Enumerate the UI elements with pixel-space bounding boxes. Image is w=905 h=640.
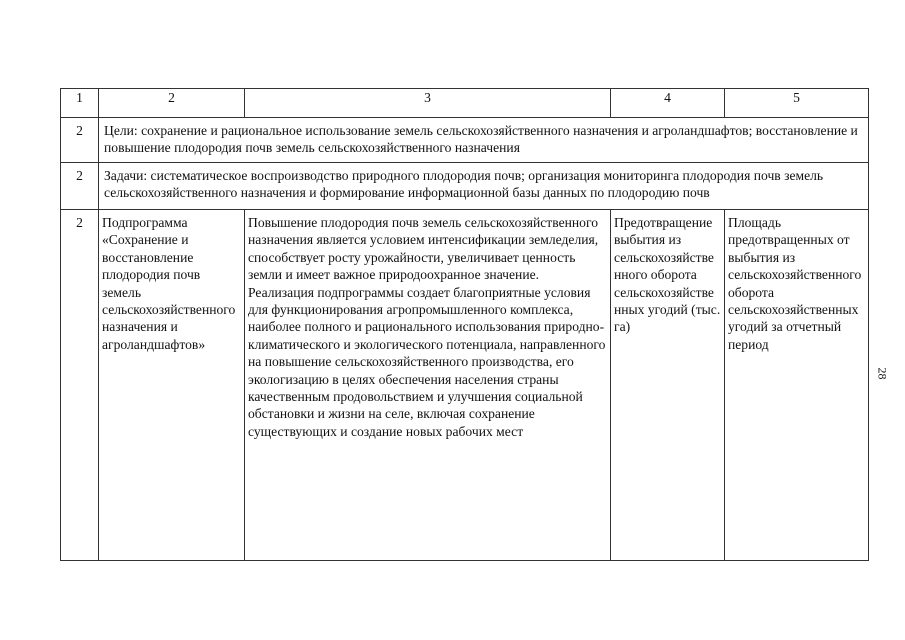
tasks-text: Задачи: систематическое воспроизводство природного плодородия почв; организация мониторинга плодородия почв земель сельскохозяйственного назначения и формирование информационной базы данных по плодородию почв xyxy=(99,163,869,210)
header-col-1: 1 xyxy=(61,89,99,118)
subprogram-indicator: Предотвращение выбытия из сельскохозяйственного оборота сельскохозяйственных угодий (тыс. га) xyxy=(611,210,725,561)
subprogram-row-number: 2 xyxy=(61,210,99,561)
header-col-2: 2 xyxy=(99,89,245,118)
tasks-row xyxy=(61,163,869,210)
header-col-3: 3 xyxy=(245,89,611,118)
subprogram-description: Повышение плодородия почв земель сельскохозяйственного назначения является условием интенсификации земледелия, способствует росту урожайности, увеличивает ценность земли и имеет важное природоохранное значение. Реализация подпрограммы создает благоприятные условия для функционирования агропромышленного комплекса, наиболее полного и рационального использования природно-климатического и экологического потенциала, направленного на повышение сельскохозяйственного производства, его экологизацию в целях обеспечения населения страны качественным продовольствием и улучшения социальной обстановки и жизни на селе, включая сохранение существующих и создание новых рабочих мест xyxy=(245,210,611,561)
header-col-5: 5 xyxy=(725,89,869,118)
tasks-row-number: 2 xyxy=(61,163,99,210)
header-col-4: 4 xyxy=(611,89,725,118)
header-row xyxy=(61,89,869,118)
subprogram-row xyxy=(61,210,869,561)
page-number: 28 xyxy=(875,367,890,380)
program-table xyxy=(60,88,869,561)
goals-row xyxy=(61,118,869,163)
subprogram-name: Подпрограмма «Сохранение и восстановление плодородия почв земель сельскохозяйственного назначения и агроландшафтов» xyxy=(99,210,245,561)
goals-row-number: 2 xyxy=(61,118,99,163)
goals-text: Цели: сохранение и рациональное использование земель сельскохозяйственного назначения и агроландшафтов; восстановление и повышение плодородия почв земель сельскохозяйственного назначения xyxy=(99,118,869,163)
subprogram-measure: Площадь предотвращенных от выбытия из сельскохозяйственного оборота сельскохозяйственных угодий за отчетный период xyxy=(725,210,869,561)
